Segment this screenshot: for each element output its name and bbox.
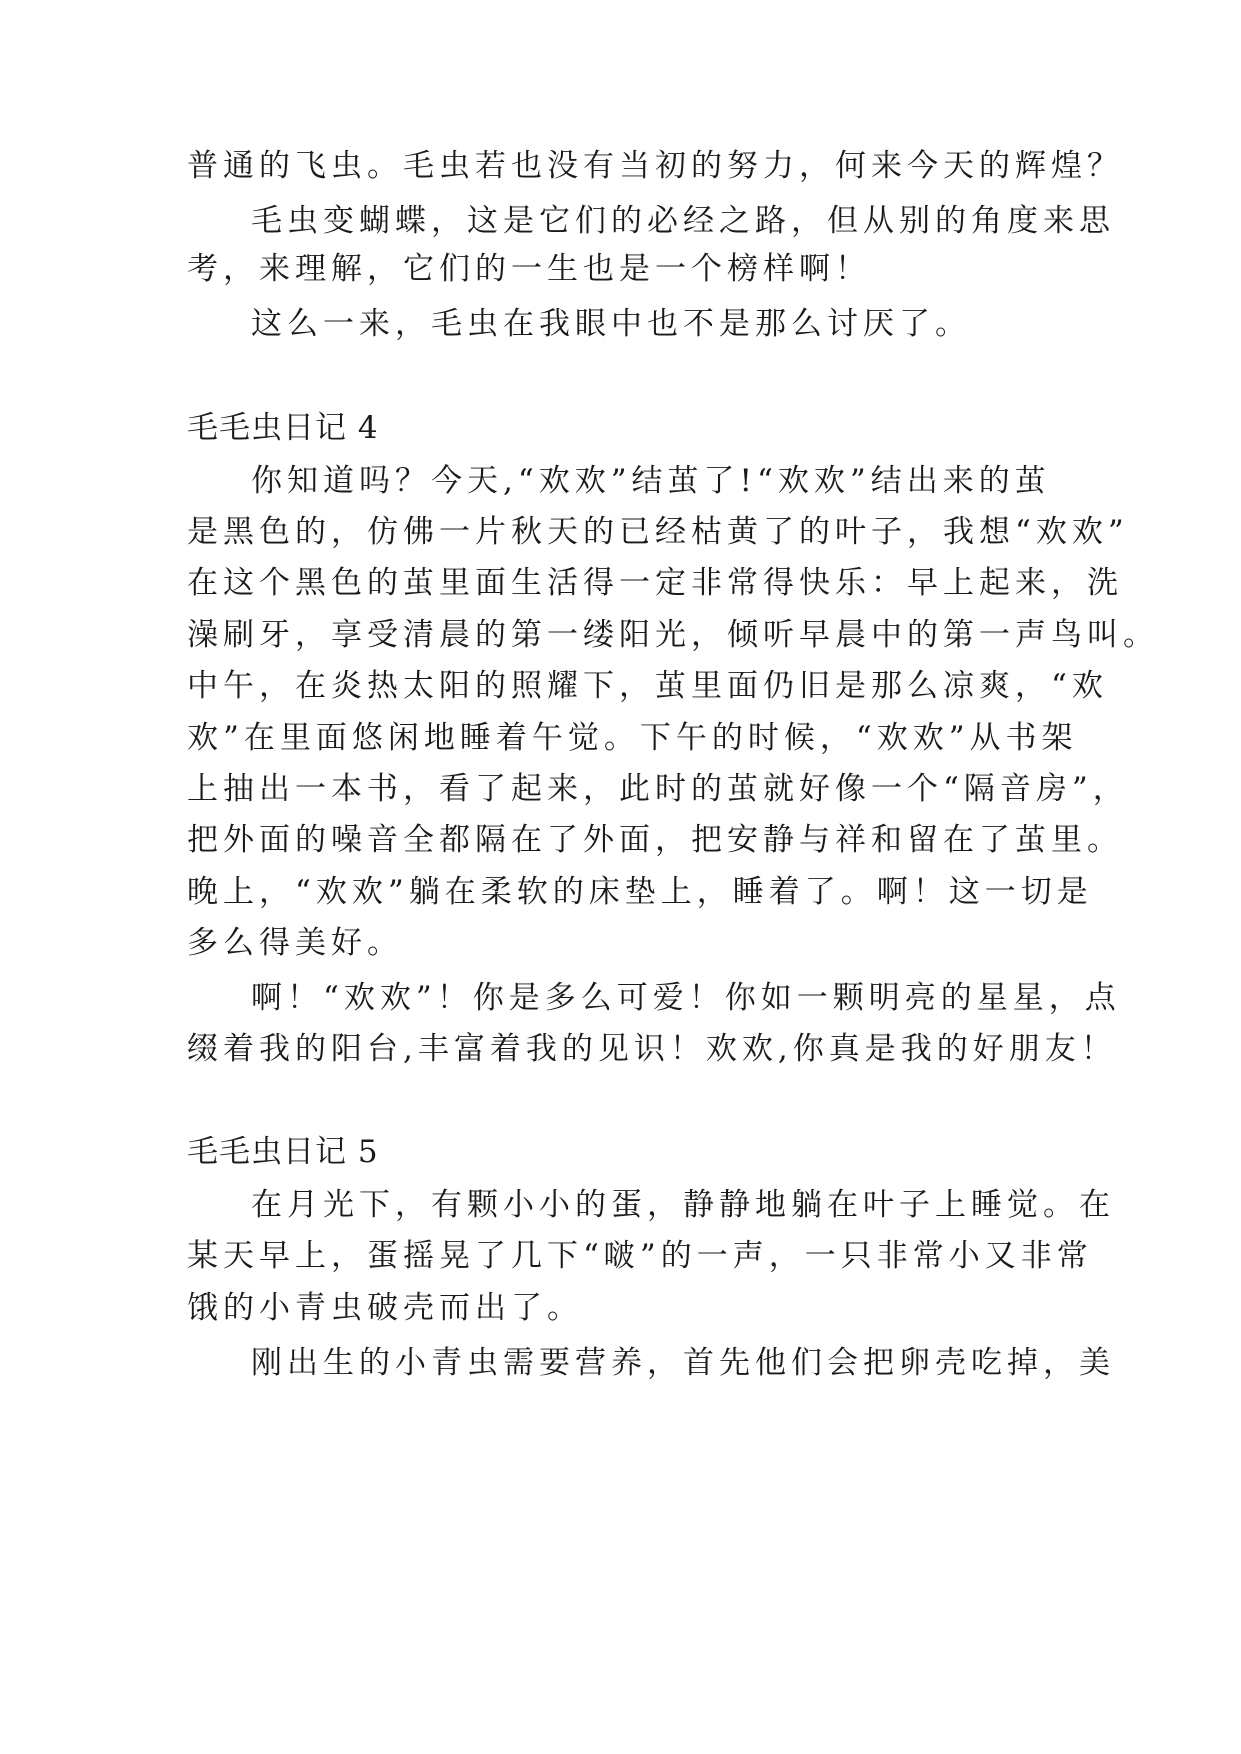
paragraph-line: 考，来理解，它们的一生也是一个榜样啊！ <box>187 251 871 287</box>
paragraph-line: 在月光下，有颗小小的蛋，静静地躺在叶子上睡觉。在 <box>251 1187 1115 1223</box>
paragraph-line: 澡刷牙，享受清晨的第一缕阳光，倾听早晨中的第一声鸟叫。 <box>187 617 1159 653</box>
paragraph-line: 把外面的噪音全都隔在了外面，把安静与祥和留在了茧里。 <box>187 822 1123 858</box>
paragraph-line: 中午，在炎热太阳的照耀下，茧里面仍旧是那么凉爽，“欢 <box>187 668 1108 704</box>
paragraph-line: 多么得美好。 <box>187 925 403 961</box>
paragraph-line: 你知道吗？今天,“欢欢”结茧了!“欢欢”结出来的茧 <box>251 463 1051 499</box>
section-heading: 毛毛虫日记 4 <box>187 410 379 446</box>
paragraph-line: 毛虫变蝴蝶，这是它们的必经之路，但从别的角度来思 <box>251 203 1115 239</box>
paragraph-line: 饿的小青虫破壳而出了。 <box>187 1290 583 1326</box>
paragraph-line: 上抽出一本书，看了起来，此时的茧就好像一个“隔音房”， <box>187 771 1129 807</box>
section-heading: 毛毛虫日记 5 <box>187 1134 379 1170</box>
paragraph-line: 某天早上，蛋摇晃了几下“啵”的一声，一只非常小又非常 <box>187 1238 1093 1274</box>
paragraph-line: 晚上，“欢欢”躺在柔软的床垫上，睡着了。啊！这一切是 <box>187 874 1093 910</box>
paragraph-line: 在这个黑色的茧里面生活得一定非常得快乐：早上起来，洗 <box>187 565 1123 601</box>
paragraph-line: 普通的飞虫。毛虫若也没有当初的努力，何来今天的辉煌？ <box>187 148 1123 184</box>
paragraph-line: 刚出生的小青虫需要营养，首先他们会把卵壳吃掉，美 <box>251 1345 1115 1381</box>
paragraph-line: 缀着我的阳台,丰富着我的见识！欢欢,你真是我的好朋友！ <box>187 1031 1117 1067</box>
paragraph-line: 啊！“欢欢”！你是多么可爱！你如一颗明亮的星星，点 <box>251 980 1121 1016</box>
paragraph-line: 是黑色的，仿佛一片秋天的已经枯黄了的叶子，我想“欢欢” <box>187 514 1129 550</box>
paragraph-line: 欢”在里面悠闲地睡着午觉。下午的时候，“欢欢”从书架 <box>187 720 1078 756</box>
paragraph-line: 这么一来，毛虫在我眼中也不是那么讨厌了。 <box>251 306 971 342</box>
